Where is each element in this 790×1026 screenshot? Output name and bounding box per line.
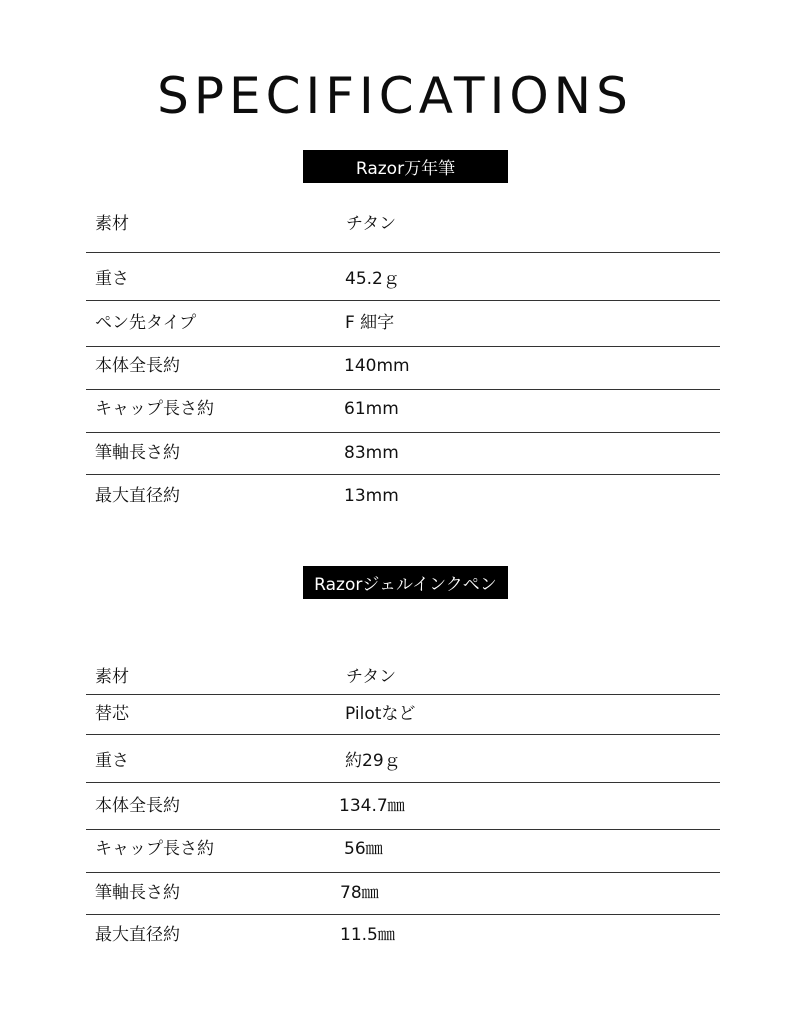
section-label-gel-ink-pen: Razorジェルインクペン	[303, 566, 508, 599]
row-divider	[86, 252, 720, 253]
row-divider	[86, 872, 720, 873]
page-title: SPECIFICATIONS	[157, 67, 633, 125]
row-divider	[86, 694, 720, 695]
row-divider	[86, 432, 720, 433]
spec-value: 45.2ｇ	[345, 269, 400, 289]
spec-key: 素材	[95, 214, 129, 234]
spec-key: 重さ	[95, 269, 129, 289]
spec-key: 替芯	[95, 704, 129, 724]
spec-key: 重さ	[95, 751, 129, 771]
spec-value: 140mm	[344, 356, 410, 376]
spec-value: 61mm	[344, 399, 399, 419]
spec-key: 最大直径約	[95, 925, 180, 945]
spec-key: 本体全長約	[95, 796, 180, 816]
spec-value: 134.7㎜	[339, 796, 405, 816]
row-divider	[86, 346, 720, 347]
spec-key: 素材	[95, 667, 129, 687]
spec-value: 83mm	[344, 443, 399, 463]
spec-key: ペン先タイプ	[95, 313, 197, 333]
row-divider	[86, 782, 720, 783]
spec-value: チタン	[346, 214, 397, 234]
spec-key: 筆軸長さ約	[95, 883, 180, 903]
spec-value: 約29ｇ	[345, 751, 401, 771]
row-divider	[86, 829, 720, 830]
row-divider	[86, 474, 720, 475]
row-divider	[86, 300, 720, 301]
spec-key: 筆軸長さ約	[95, 443, 180, 463]
spec-key: キャップ長さ約	[95, 399, 214, 419]
spec-value: Pilotなど	[345, 704, 416, 724]
spec-value: チタン	[346, 667, 397, 687]
section-label-fountain-pen: Razor万年筆	[303, 150, 508, 183]
spec-value: F 細字	[345, 313, 395, 333]
spec-value: 11.5㎜	[340, 925, 395, 945]
row-divider	[86, 389, 720, 390]
spec-value: 13mm	[344, 486, 399, 506]
spec-value: 56㎜	[344, 839, 383, 859]
row-divider	[86, 914, 720, 915]
spec-key: 最大直径約	[95, 486, 180, 506]
spec-key: 本体全長約	[95, 356, 180, 376]
spec-key: キャップ長さ約	[95, 839, 214, 859]
row-divider	[86, 734, 720, 735]
spec-value: 78㎜	[340, 883, 379, 903]
